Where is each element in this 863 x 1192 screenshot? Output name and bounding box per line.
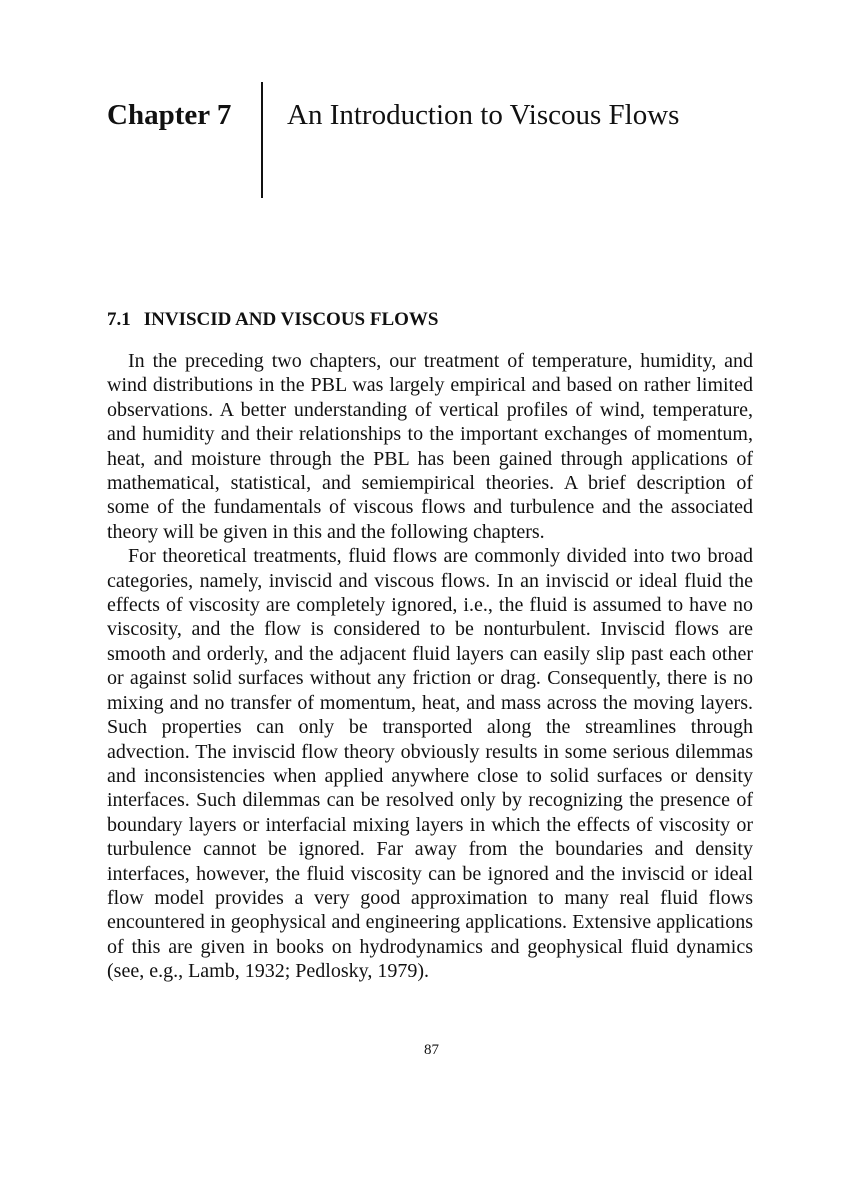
chapter-label: Chapter 7 (107, 99, 232, 131)
paragraph-1: In the preceding two chapters, our treatment of temperature, humidity, and wind distributions in the PBL was largely empirical and based on rather limited observations. A better understanding of vertical profiles of wind, temperature, and humidity and their relationships to the important exchanges of momentum, heat, and moisture through the PBL has been gained through applications of mathematical, statistical, and semiempirical theories. A brief description of some of the fundamentals of viscous flows and turbulence and the associated theory will be given in this and the following chapters. (107, 350, 753, 543)
section-title: INVISCID AND VISCOUS FLOWS (143, 309, 439, 330)
paragraph-2: For theoretical treatments, fluid flows are commonly divided into two broad categories, namely, inviscid and viscous flows. In an inviscid or ideal fluid the effects of viscosity are completely ignored, i.e., the fluid is assumed to have no viscosity, and the flow is considered to be nonturbulent. Inviscid flows are smooth and orderly, and the adjacent fluid layers can easily slip past each other or against solid surfaces without any friction or drag. Consequently, there is no mixing and no transfer of momentum, heat, and mass across the moving layers. Such properties can only be transported along the streamlines through advection. The inviscid flow theory obviously results in some serious dilemmas and inconsistencies when applied anywhere close to solid surfaces or density interfaces. Such dilemmas can be resolved only by recognizing the presence of boundary layers or interfacial mixing layers in which the effects of viscosity or turbulence cannot be ignored. Far away from the boundaries and density interfaces, however, the fluid viscosity can be ignored and the inviscid or ideal flow model provides a very good approximation to many real fluid flows encountered in geophysical and engineering applications. Extensive applications of this are given in books on hydrodynamics and geophysical fluid dynamics (see, e.g., Lamb, 1932; Pedlosky, 1979). (107, 545, 753, 983)
chapter-title: An Introduction to Viscous Flows (287, 99, 680, 131)
page-number: 87 (424, 1042, 439, 1058)
body-text (107, 349, 753, 984)
section-number: 7.1 (107, 309, 131, 330)
chapter-divider (261, 82, 263, 198)
section-heading (107, 307, 439, 333)
